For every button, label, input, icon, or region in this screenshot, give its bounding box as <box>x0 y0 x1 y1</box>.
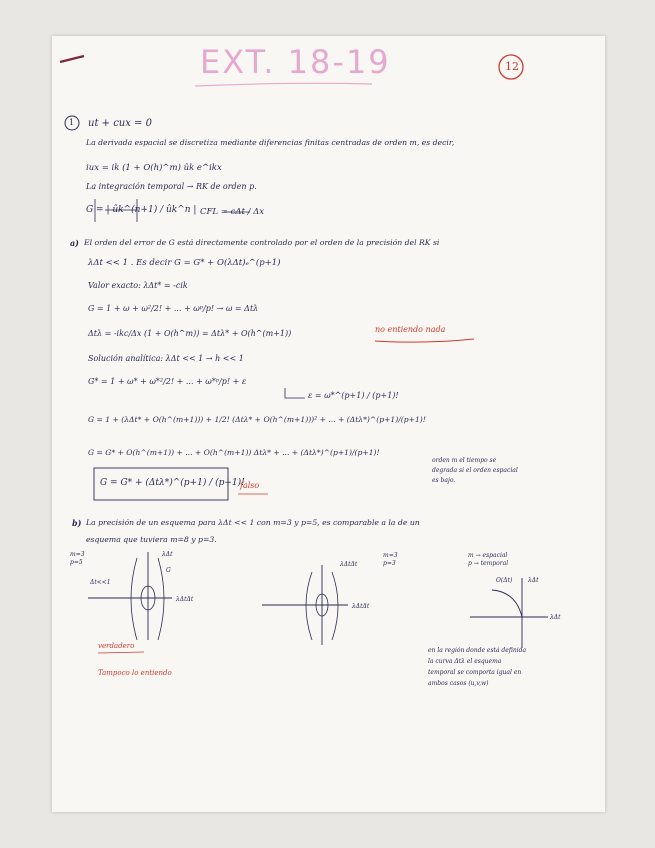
q1-equation: ut + cux = 0 <box>88 118 152 129</box>
part-a-label: a) <box>70 238 79 248</box>
page-number: 12 <box>505 60 519 73</box>
epsilon-definition: ε = ω*^(p+1) / (p+1)! <box>308 391 399 400</box>
graph1-left-label: Δt<<1 <box>90 579 111 586</box>
g-final-expansion: G = G* + O(h^(m+1)) + ... + O(h^(m+1)) Δtλ* + ... + (Δtλ*)^(p+1)/(p+1)! <box>88 448 380 457</box>
right-note-line-4: ambos casos (u,v,w) <box>428 680 489 687</box>
part-a-statement-cont: λΔt << 1 . Es decir G = G* + O(λΔt)ₑ^(p+1) <box>88 258 281 268</box>
q1-derivative: iux = ik (1 + O(h)^m) ûk e^ikx <box>86 163 222 173</box>
part-b-statement-cont: esquema que tuviera m=8 y p=3. <box>86 535 217 544</box>
q1-cfl: CFL = cΔt / Δx <box>200 207 265 217</box>
side-note-line-2: degrada si el orden espacial <box>432 467 518 474</box>
side-note-line-3: es bajo. <box>432 477 456 484</box>
graph1-g-label: G <box>166 567 171 574</box>
q1-amplification-factor: G = | ûk^(n+1) / ûk^n | <box>86 205 197 215</box>
graph3-dt-label: λΔt <box>528 577 539 584</box>
g-star-series: G* = 1 + ω* + ω*²/2! + ... + ω*ᵖ/p! + ε <box>88 377 247 386</box>
graph1-top-label: λΔt <box>162 551 173 558</box>
part-b-statement: La precisión de un esquema para λΔt << 1 con m=3 y p=5, es comparable a la de un <box>86 518 420 527</box>
part-b-label: b) <box>72 518 82 528</box>
graph3-order-label: O(Δt) <box>496 577 513 584</box>
g-expansion: G = 1 + (λΔt* + O(h^(m+1))) + 1/2! (Δtλ* + O(h^(m+1)))² + ... + (Δtλ*)^(p+1)/(p+1)! <box>88 415 426 424</box>
dt-lambda-expansion: Δtλ = -ikc/Δx (1 + O(h^m)) = Δtλ* + O(h^(m+1)) <box>88 329 292 338</box>
boxed-result: G = G* + (Δtλ*)^(p+1) / (p+1)! <box>100 478 245 488</box>
exact-value: Valor exacto: λΔt* = -cik <box>88 281 188 290</box>
graph2-p: p=3 <box>383 560 396 567</box>
graph2-top-label: λΔtΔt <box>340 561 358 568</box>
graph1-axis-label: λΔtΔt <box>176 596 194 603</box>
side-note-line-1: orden m el tiempo se <box>432 457 497 464</box>
graph2-axis-label: λΔtΔt <box>352 603 370 610</box>
part-a-statement: El orden del error de G está directamente controlado por el orden de la precisión del RK si <box>84 238 440 247</box>
graph3-m-note: m → espacial <box>468 552 508 559</box>
verdadero-note: verdadero <box>98 642 135 650</box>
falso-note: falso <box>240 481 260 490</box>
tampoco-note: Tampoco lo entiendo <box>98 669 172 677</box>
graph2-m: m=3 <box>383 552 398 559</box>
analytic-solution: Solución analítica: λΔt << 1 → h << 1 <box>88 354 244 363</box>
page-title: EXT. 18-19 <box>200 43 391 81</box>
q1-statement: La derivada espacial se discretiza mediante diferencias finitas centradas de orden m, es decir, <box>86 138 455 147</box>
notebook-page <box>52 36 605 812</box>
g-series: G = 1 + ω + ω²/2! + ... + ωᵖ/p! → ω = Δtλ <box>88 304 259 313</box>
graph3-axis-label: λΔt <box>550 614 561 621</box>
q1-number: 1 <box>69 118 75 127</box>
red-note: no entiendo nada <box>375 325 446 334</box>
right-note-line-2: la curva Δtλ el esquema <box>428 658 502 665</box>
right-note-line-3: temporal se comporta igual en <box>428 669 522 676</box>
q1-integration: La integración temporal → RK de orden p. <box>86 182 257 191</box>
graph1-m: m=3 <box>70 551 85 558</box>
graph3-p-note: p → temporal <box>468 560 509 567</box>
right-note-line-1: en la región donde está definida <box>428 647 527 654</box>
graph1-p: p=5 <box>70 559 83 566</box>
